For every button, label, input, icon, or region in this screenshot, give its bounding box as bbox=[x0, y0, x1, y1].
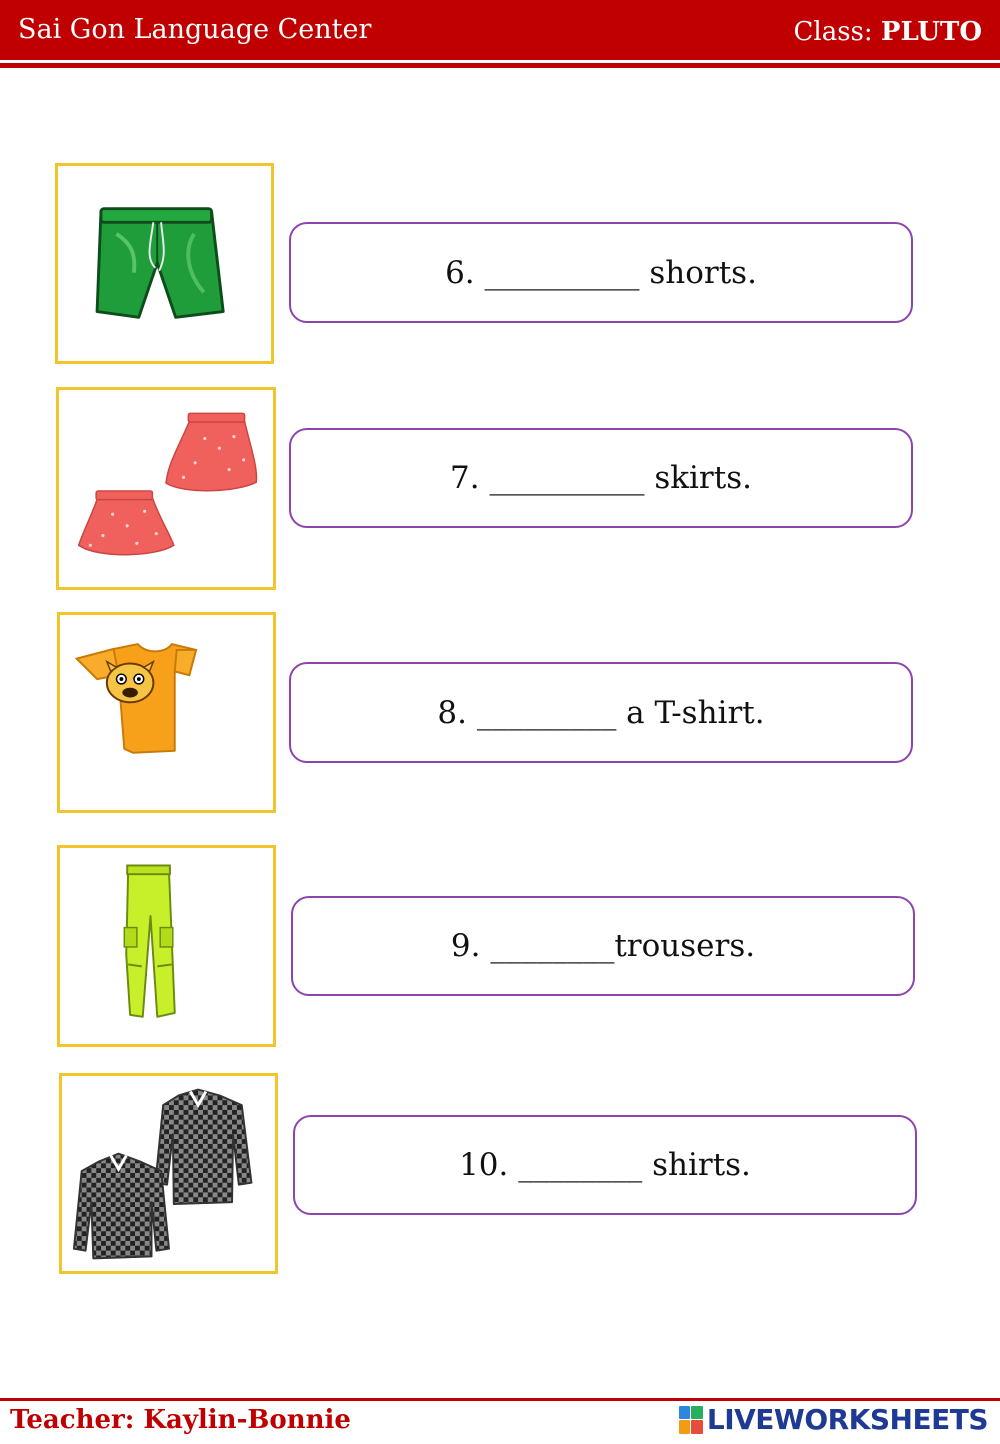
question-9-text: 9. ________trousers. bbox=[450, 928, 756, 964]
question-10-text: 10. ________ shirts. bbox=[459, 1147, 751, 1183]
checkered-shirts-image bbox=[59, 1073, 278, 1274]
lime-trousers-image bbox=[57, 845, 276, 1047]
class-name: PLUTO bbox=[880, 17, 982, 47]
footer-divider bbox=[0, 1398, 1000, 1401]
green-shorts-image bbox=[55, 163, 274, 364]
liveworksheets-brand[interactable] bbox=[679, 1403, 988, 1436]
question-7-box[interactable] bbox=[289, 428, 913, 528]
question-8-text: 8. _________ a T-shirt. bbox=[437, 694, 765, 731]
teacher-name: Teacher: Kaylin-Bonnie bbox=[10, 1405, 351, 1435]
pink-skirts-image bbox=[56, 387, 276, 590]
header-divider bbox=[0, 63, 1000, 68]
center-name: Sai Gon Language Center bbox=[18, 14, 372, 45]
question-6-box[interactable] bbox=[289, 222, 913, 323]
class-label bbox=[793, 17, 982, 47]
question-10-box[interactable] bbox=[293, 1115, 917, 1215]
liveworksheets-logo-icon bbox=[679, 1406, 703, 1434]
question-6-text: 6. __________ shorts. bbox=[445, 254, 757, 291]
class-prefix: Class: bbox=[793, 17, 873, 47]
brand-text: LIVEWORKSHEETS bbox=[706, 1403, 988, 1436]
question-7-text: 7. __________ skirts. bbox=[450, 460, 752, 496]
question-9-box[interactable] bbox=[291, 896, 915, 996]
question-8-box[interactable] bbox=[289, 662, 913, 763]
orange-tshirt-image bbox=[57, 612, 276, 813]
header-bar bbox=[0, 0, 1000, 60]
